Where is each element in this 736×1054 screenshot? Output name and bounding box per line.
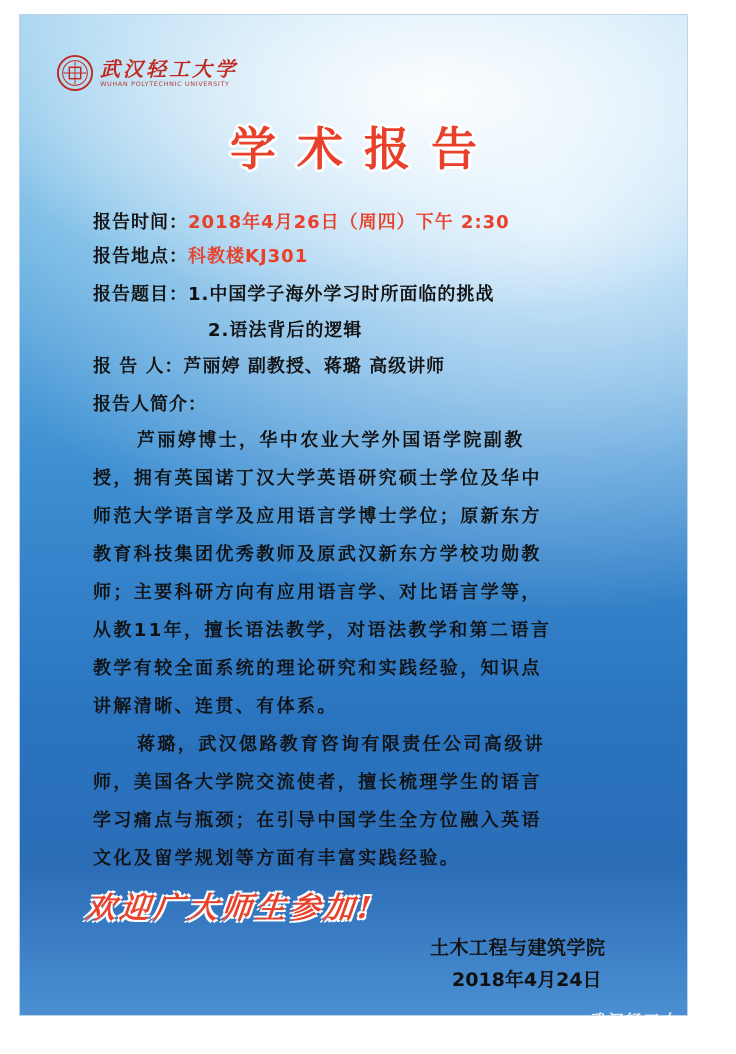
university-logo	[56, 53, 238, 93]
university-seal-icon	[557, 1018, 583, 1044]
poster	[19, 14, 688, 1053]
place-value: 科教楼KJ301	[188, 246, 309, 267]
topic-row	[93, 283, 494, 307]
bio-paragraph-1	[93, 422, 633, 726]
bio1-line: 授，拥有英国诺丁汉大学英语研究硕士学位及华中	[93, 468, 542, 489]
bio-label: 报告人简介：	[93, 394, 207, 415]
bio1-line: 芦丽婷博士，华中农业大学外国语学院副教	[137, 430, 525, 451]
speaker-value: 芦丽婷 副教授、蒋璐 高级讲师	[183, 356, 446, 377]
bio-paragraph-2	[93, 726, 633, 878]
topic-label: 报告题目：	[93, 284, 188, 305]
bio-heading	[93, 393, 207, 417]
page-title: 学术报告	[230, 122, 498, 176]
topic-2: 2.语法背后的逻辑	[208, 320, 363, 341]
welcome-slogan: 欢迎广大师生参加!	[83, 891, 377, 926]
organizer: 土木工程与建筑学院	[430, 937, 606, 959]
topic-1: 1.中国学子海外学习时所面临的挑战	[188, 284, 495, 305]
bio1-line: 从教11年，擅长语法教学，对语法教学和第二语言	[93, 620, 552, 641]
university-seal-icon	[56, 54, 94, 92]
time-row	[93, 211, 510, 235]
speaker-label: 报 告 人：	[93, 356, 184, 377]
topic-row-2	[208, 319, 362, 343]
bio2-line: 师，美国各大学院交流使者，擅长梳理学生的语言	[93, 772, 542, 793]
bottom-logo-name: 武汉轻工大学	[587, 1011, 678, 1053]
bio2-line: 学习痛点与瓶颈；在引导中国学生全方位融入英语	[93, 810, 542, 831]
bio1-line: 教育科技集团优秀教师及原武汉新东方学校功勋教	[93, 544, 542, 565]
time-value: 2018年4月26日（周四）下午 2:30	[188, 212, 510, 233]
bio2-line: 文化及留学规划等方面有丰富实践经验。	[93, 848, 461, 869]
logo-chinese-name: 武汉轻工大学	[100, 56, 238, 81]
place-label: 报告地点：	[93, 246, 188, 267]
speaker-row	[93, 355, 445, 379]
issue-date: 2018年4月24日	[452, 969, 602, 991]
bio1-line: 师；主要科研方向有应用语言学、对比语言学等，	[93, 582, 542, 603]
bio1-line: 师范大学语言学及应用语言学博士学位；原新东方	[93, 506, 542, 527]
logo-english-name: WUHAN POLYTECHNIC UNIVERSITY	[100, 79, 230, 88]
bio1-line: 讲解清晰、连贯、有体系。	[93, 696, 338, 717]
bio1-line: 教学有较全面系统的理论研究和实践经验，知识点	[93, 658, 542, 679]
place-row	[93, 245, 308, 269]
bio2-line: 蒋璐，武汉偲路教育咨询有限责任公司高级讲	[137, 734, 545, 755]
time-label: 报告时间：	[93, 212, 188, 233]
bottom-watermark-logo	[557, 1008, 687, 1054]
